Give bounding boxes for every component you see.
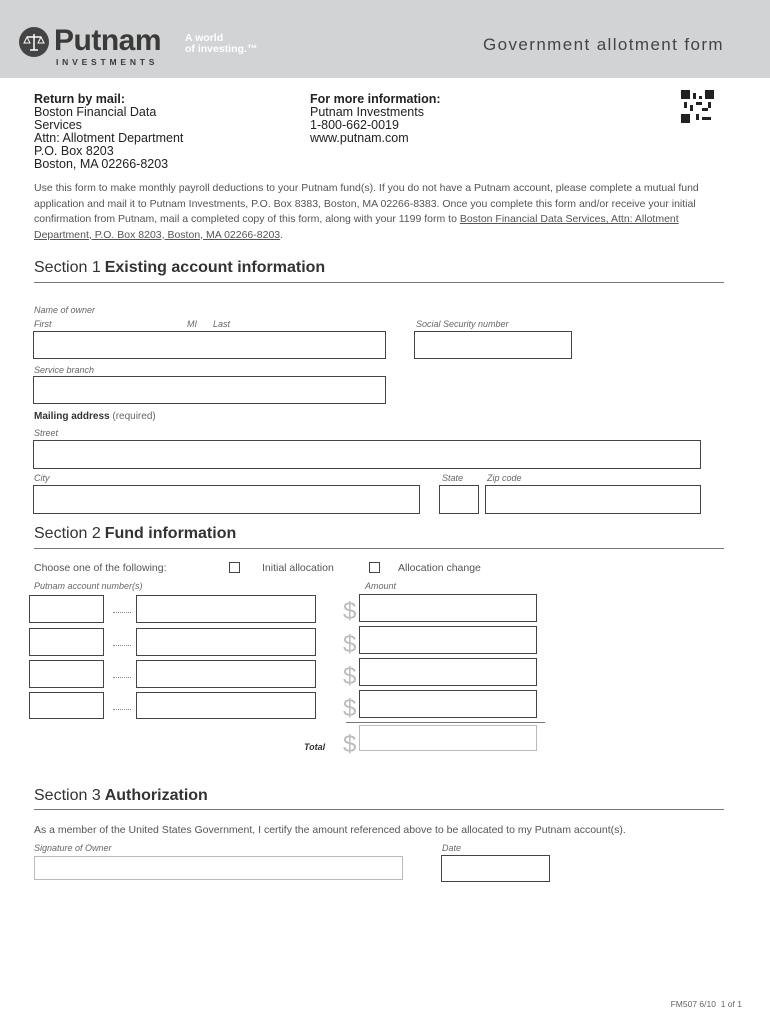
account-number-field[interactable] — [136, 692, 316, 719]
state-label: State — [442, 473, 464, 483]
first-label: First — [34, 319, 52, 329]
section3-heading: Section 3 Authorization — [34, 787, 208, 804]
signature-label: Signature of Owner — [34, 843, 112, 853]
brand-tagline: A world of investing.™ — [185, 32, 258, 55]
section1-rule — [34, 282, 724, 283]
account-numbers-label: Putnam account number(s) — [34, 581, 143, 591]
account-number-field[interactable] — [136, 660, 316, 688]
street-label: Street — [34, 428, 59, 438]
section1-heading: Section 1 Existing account information — [34, 259, 326, 276]
date-label: Date — [442, 843, 462, 853]
brand-subtitle: INVESTMENTS — [56, 57, 159, 67]
service-branch-label: Service branch — [34, 365, 95, 375]
mail-address-block: Return by mail: Boston Financial Data Services Attn: Allotment Department P.O. Box 8203 Boston, MA 02266-8203 — [34, 92, 184, 171]
zip-field[interactable] — [485, 485, 701, 514]
separator-dash — [113, 612, 131, 613]
dollar-sign: $ — [343, 695, 357, 722]
qr-code-icon — [681, 90, 714, 123]
website-link[interactable]: www.putnam.com — [310, 131, 409, 145]
dollar-sign: $ — [343, 663, 357, 690]
amount-field[interactable] — [359, 690, 537, 718]
account-number-field[interactable] — [136, 628, 316, 656]
ssn-label: Social Security number — [416, 319, 509, 329]
separator-dash — [113, 645, 131, 646]
section2-rule — [34, 548, 724, 549]
owner-name-field[interactable] — [33, 331, 386, 359]
account-number-field[interactable] — [136, 595, 316, 623]
fund-number-field[interactable] — [29, 660, 104, 688]
footer: FM507 6/10 1 of 1 — [670, 999, 742, 1009]
allocation-change-label: Allocation change — [398, 562, 481, 574]
initial-allocation-checkbox[interactable] — [229, 562, 240, 573]
zip-label: Zip code — [487, 473, 522, 483]
ssn-field[interactable] — [414, 331, 572, 359]
separator-dash — [113, 677, 131, 678]
info-block: For more information: Putnam Investments 1-800-662-0019 www.putnam.com — [310, 92, 441, 145]
form-title: Government allotment form — [483, 35, 724, 54]
last-label: Last — [213, 319, 231, 329]
section2-heading: Section 2 Fund information — [34, 525, 237, 542]
dollar-sign: $ — [343, 731, 357, 758]
authorization-statement: As a member of the United States Government, I certify the amount referenced above to be allocated to my Putnam account(s). — [34, 824, 626, 836]
mailing-address-label: Mailing address (required) — [34, 411, 156, 422]
mi-label: MI — [187, 319, 197, 329]
amount-label: Amount — [365, 581, 397, 591]
dollar-sign: $ — [343, 598, 357, 625]
amount-field[interactable] — [359, 626, 537, 654]
section3-rule — [34, 809, 724, 810]
total-rule — [346, 722, 545, 723]
choose-label: Choose one of the following: — [34, 562, 167, 574]
name-of-owner-label: Name of owner — [34, 305, 96, 315]
date-field[interactable] — [441, 855, 550, 882]
dollar-sign: $ — [343, 631, 357, 658]
fund-number-field[interactable] — [29, 595, 104, 623]
signature-field[interactable] — [34, 856, 403, 880]
total-amount-field[interactable] — [359, 725, 537, 751]
street-field[interactable] — [33, 440, 701, 469]
city-field[interactable] — [33, 485, 420, 514]
fund-number-field[interactable] — [29, 628, 104, 656]
total-label: Total — [304, 742, 326, 752]
fund-number-field[interactable] — [29, 692, 104, 719]
initial-allocation-label: Initial allocation — [262, 562, 334, 574]
separator-dash — [113, 709, 131, 710]
city-label: City — [34, 473, 50, 483]
amount-field[interactable] — [359, 658, 537, 686]
amount-field[interactable] — [359, 594, 537, 622]
service-branch-field[interactable] — [33, 376, 386, 404]
brand-name: Putnam — [54, 24, 162, 57]
intro-paragraph: Use this form to make monthly payroll deductions to your Putnam fund(s). If you do not have a Putnam account, please complete a mutual fund application and mail it to Putnam Investments, P.O. Box 8383, Boston, MA 02266-8383. Once you complete this form and/or receive your initial confirmation from Putnam, mail a completed copy of this form, along with your 1199 form to Boston Financial Data Services, Attn: Allotment Department, P.O. Box 8203, Boston, MA 02266-8203. — [34, 182, 699, 241]
state-field[interactable] — [439, 485, 479, 514]
scales-logo-icon — [19, 27, 49, 57]
allocation-change-checkbox[interactable] — [369, 562, 380, 573]
